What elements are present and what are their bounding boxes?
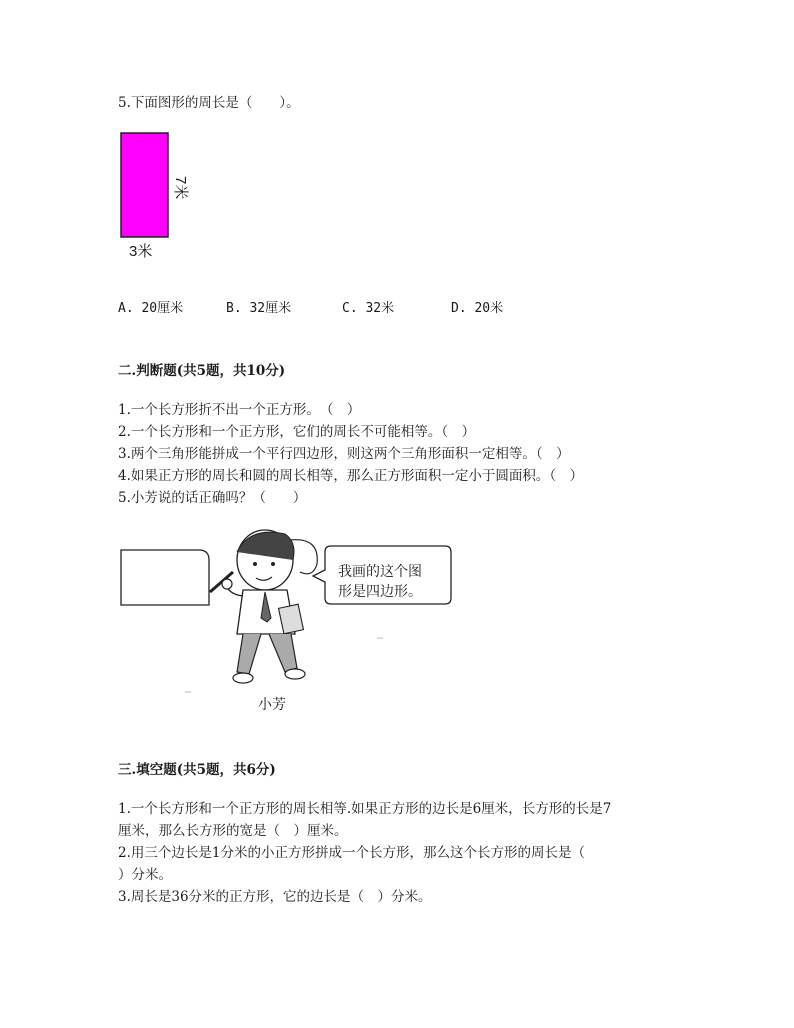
speech-bubble-line-2: 形是四边形。 [338,583,422,599]
question-5-text: 5.下面图形的周长是（ ）。 [118,95,300,111]
magenta-rectangle [120,132,170,239]
judge-question-1: 1.一个长方形折不出一个正方形。 （ ） [118,402,361,418]
option-d: D. 20米 [451,301,504,316]
section-3-title: 三.填空题(共5题，共6分) [118,762,276,778]
fill-question-3: 3.周长是36分米的正方形，它的边长是（ ）分米。 [118,889,432,905]
rectangle-height-label: 7米 [172,176,189,200]
fill-question-1-line-2: 厘米，那么长方形的宽是（ ）厘米。 [118,823,348,839]
section-2-title: 二.判断题(共5题，共10分) [118,363,286,379]
rectangle-figure [120,132,170,239]
judge-question-2: 2.一个长方形和一个正方形，它们的周长不可能相等。（ ） [118,424,476,440]
judge-question-4: 4.如果正方形的周长和圆的周长相等，那么正方形面积一定小于圆面积。（ ） [118,468,584,484]
xiaofang-illustration [115,522,460,722]
option-a: A. 20厘米 [118,301,184,316]
rectangle-width-label: 3米 [129,243,153,260]
fill-question-1-line-1: 1.一个长方形和一个正方形的周长相等.如果正方形的边长是6厘米，长方形的长是7 [118,801,612,817]
girl-drawing-icon [115,522,460,722]
fill-question-2-line-1: 2.用三个边长是1分米的小正方形拼成一个长方形，那么这个长方形的周长是（ [118,845,585,861]
illustration-caption: 小芳 [258,696,286,712]
speech-bubble-line-1: 我画的这个图 [338,563,422,579]
option-b: B. 32厘米 [226,301,292,316]
judge-question-5: 5.小芳说的话正确吗？（ ） [118,490,307,506]
judge-question-3: 3.两个三角形能拼成一个平行四边形，则这两个三角形面积一定相等。（ ） [118,446,570,462]
fill-question-2-line-2: ）分米。 [118,867,172,883]
option-c: C. 32米 [342,301,395,316]
